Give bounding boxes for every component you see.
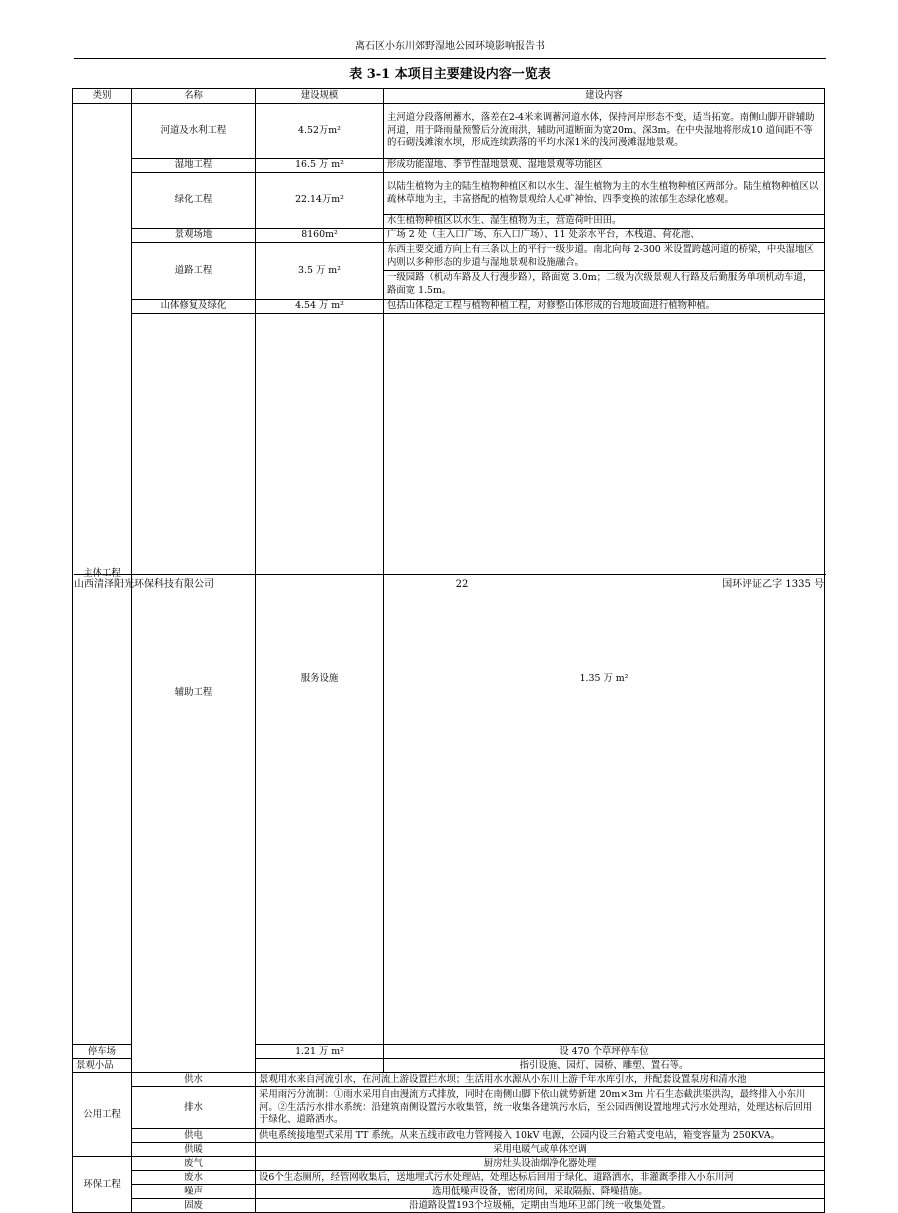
category-public: 公用工程: [73, 1073, 132, 1157]
row-content-secondary: 水生植物种植区以水生、湿生植物为主，营造荷叶田田。: [384, 215, 825, 229]
construction-content-table: [72, 88, 825, 1213]
row-scale: 8160m²: [256, 229, 384, 243]
row-content: 采用雨污分流制：①雨水采用自由漫流方式排放，同时在南侧山脚下依山就势新建 20m×3m 片石生态截洪渠洪沟，最终排入小东川河。②生活污水排水系统：沿建筑南侧设置污水收集管，统一收集各建筑污水后，至公园西侧设置地埋式污水处理站，处理达标后回用于绿化、道路洒水。: [256, 1087, 825, 1129]
row-content: 广场 2 处（主入口广场、东入口广场）、11 处亲水平台，木栈道、荷花池、: [384, 229, 825, 243]
table-row: [73, 104, 825, 159]
row-name: 山体修复及绿化: [132, 300, 256, 314]
table-row: [73, 1185, 825, 1199]
table-row: [73, 243, 825, 271]
table-row: [73, 1171, 825, 1185]
footer-rule: [74, 574, 826, 575]
row-scale: 3.5 万 m²: [256, 243, 384, 300]
row-name: 废气: [132, 1157, 256, 1171]
row-content: 采用电暖气或单体空调: [256, 1143, 825, 1157]
category-main: 主体工程: [73, 104, 132, 1045]
table-row: [73, 1129, 825, 1143]
row-name: 供暖: [132, 1143, 256, 1157]
row-name: 湿地工程: [132, 159, 256, 173]
row-content: 设6个生态厕所，经管网收集后，送地埋式污水处理站，处理达标后回用于绿化、道路洒水，非灌溉季排入小东川河: [256, 1171, 825, 1185]
row-name: 排水: [132, 1087, 256, 1129]
row-content: 东西主要交通方向上有三条以上的平行一级步道。南北向每 2-300 米设置跨越河道的桥梁，中央湿地区内则以多种形态的步道与湿地景观和设施融合。: [384, 243, 825, 271]
category-aux: 辅助工程: [132, 314, 256, 1073]
row-content: 设 470 个草坪停车位: [384, 1045, 825, 1059]
row-content-secondary: 一级园路（机动车路及人行漫步路），路面宽 3.0m；二级为次级景观人行路及后勤服务单项机动车道，路面宽 1.5m。: [384, 271, 825, 300]
row-content: 包括山体稳定工程与植物种植工程，对修整山体形成的台地坡面进行植物种植。: [384, 300, 825, 314]
table-title: 表 3-1 本项目主要建设内容一览表: [349, 67, 551, 82]
column-header-content: 建设内容: [384, 89, 825, 104]
row-scale: 4.54 万 m²: [256, 300, 384, 314]
row-content: 形成功能湿地、季节性湿地景观、湿地景观等功能区: [384, 159, 825, 173]
row-content: 选用低噪声设备，密闭房间，采取隔振、降噪措施。: [256, 1185, 825, 1199]
row-content: 主河道分段落闸蓄水，落差在2-4米来调蓄河道水体，保持河岸形态不变，适当拓宽。南侧山脚开辟辅助河道，用于降雨量预警后分流雨洪，辅助河道断面为宽20m、深3m。在中央湿地将形成10 道间距不等的石砌浅滩滚水坝，形成连续跌落的平均水深1米的浅河漫滩湿地景观。: [384, 104, 825, 159]
row-name: 废水: [132, 1171, 256, 1185]
table-row: [73, 314, 825, 1045]
row-content: 指引设施、园灯、园桥、雕塑、置石等。: [384, 1059, 825, 1073]
column-header-category: 类别: [73, 89, 132, 104]
row-name: 绿化工程: [132, 173, 256, 229]
page-number: 22: [455, 579, 469, 590]
row-scale: 16.5 万 m²: [256, 159, 384, 173]
row-name: 景观场地: [132, 229, 256, 243]
table-row: [73, 173, 825, 215]
row-name: 道路工程: [132, 243, 256, 300]
row-scale: [256, 1059, 384, 1073]
row-name: 河道及水利工程: [132, 104, 256, 159]
row-scale: 4.52万m²: [256, 104, 384, 159]
column-header-name: 名称: [132, 89, 256, 104]
row-name: 景观小品: [73, 1059, 132, 1073]
table-header-row: [73, 89, 825, 104]
footer-certificate: 国环评证乙字 1335 号: [722, 579, 824, 590]
table-row: [73, 1087, 825, 1129]
row-content: 厨房灶头设油烟净化器处理: [256, 1157, 825, 1171]
header-rule: [74, 58, 826, 59]
column-header-scale: 建设规模: [256, 89, 384, 104]
row-content: 以陆生植物为主的陆生植物种植区和以水生、湿生植物为主的水生植物种植区两部分。陆生植物种植区以疏林草地为主，丰富搭配的植物景观给人心旷神怡、四季变换的浓郁生态绿化感观。: [384, 173, 825, 215]
row-name: 固废: [132, 1199, 256, 1213]
category-env: 环保工程: [73, 1157, 132, 1213]
row-name: 供水: [132, 1073, 256, 1087]
row-scale: 1.21 万 m²: [256, 1045, 384, 1059]
table-row: [73, 159, 825, 173]
row-scale: 1.35 万 m²: [384, 314, 825, 1045]
table-row: [73, 300, 825, 314]
row-name: 停车场: [73, 1045, 132, 1059]
row-content: 供电系统接地型式采用 TT 系统。从来五线市政电力管网接入 10kV 电源，公园内设三台箱式变电站，箱变容量为 250KVA。: [256, 1129, 825, 1143]
footer-company: 山西清泽阳光环保科技有限公司: [74, 579, 214, 590]
row-name: 供电: [132, 1129, 256, 1143]
row-name: 噪声: [132, 1185, 256, 1199]
table-row: [73, 1199, 825, 1213]
row-scale: 22.14万m²: [256, 173, 384, 229]
table-row: [73, 229, 825, 243]
table-row: [73, 1157, 825, 1171]
row-name: 服务设施: [256, 314, 384, 1045]
row-content: 景观用水来自河流引水，在河流上游设置拦水坝；生活用水水源从小东川上游千年水库引水，并配套设置泵房和清水池: [256, 1073, 825, 1087]
page-header: 离石区小东川郊野湿地公园环境影响报告书: [355, 41, 545, 52]
row-content: 沿道路设置193个垃圾桶，定期由当地环卫部门统一收集处置。: [256, 1199, 825, 1213]
table-row: [73, 1073, 825, 1087]
table-row: [73, 1143, 825, 1157]
